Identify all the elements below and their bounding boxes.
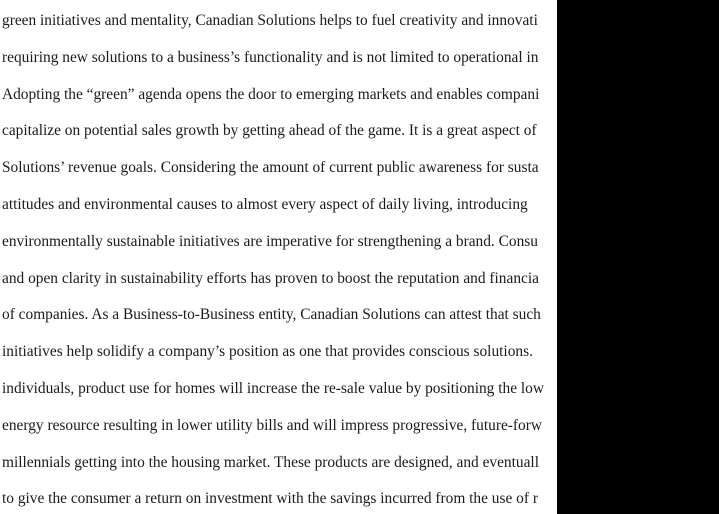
text-line-5: Solutions’ revenue goals. Considering the amount of current public awareness for susta <box>2 159 539 176</box>
text-line-14: to give the consumer a return on investment with the savings incurred from the use of r <box>2 490 538 507</box>
text-line-11: individuals, product use for homes will increase the re-sale value by positioning the low <box>2 380 544 397</box>
black-side-panel <box>557 0 719 514</box>
text-line-2: requiring new solutions to a business’s functionality and is not limited to operational in <box>2 49 539 66</box>
text-line-6: attitudes and environmental causes to almost every aspect of daily living, introducing <box>2 196 528 213</box>
text-line-7: environmentally sustainable initiatives are imperative for strengthening a brand. Consu <box>2 233 538 250</box>
text-line-9: of companies. As a Business-to-Business entity, Canadian Solutions can attest that such <box>2 306 541 323</box>
text-line-8: and open clarity in sustainability efforts has proven to boost the reputation and financia <box>2 270 539 287</box>
text-line-3: Adopting the “green” agenda opens the door to emerging markets and enables compani <box>2 86 540 103</box>
text-line-4: capitalize on potential sales growth by getting ahead of the game. It is a great aspect of <box>2 122 537 139</box>
text-line-12: energy resource resulting in lower utility bills and will impress progressive, future-forw <box>2 417 542 434</box>
text-line-13: millennials getting into the housing market. These products are designed, and eventuall <box>2 454 539 471</box>
text-line-1: green initiatives and mentality, Canadian Solutions helps to fuel creativity and innovati <box>2 12 538 29</box>
text-line-10: initiatives help solidify a company’s position as one that provides conscious solutions. <box>2 343 533 360</box>
